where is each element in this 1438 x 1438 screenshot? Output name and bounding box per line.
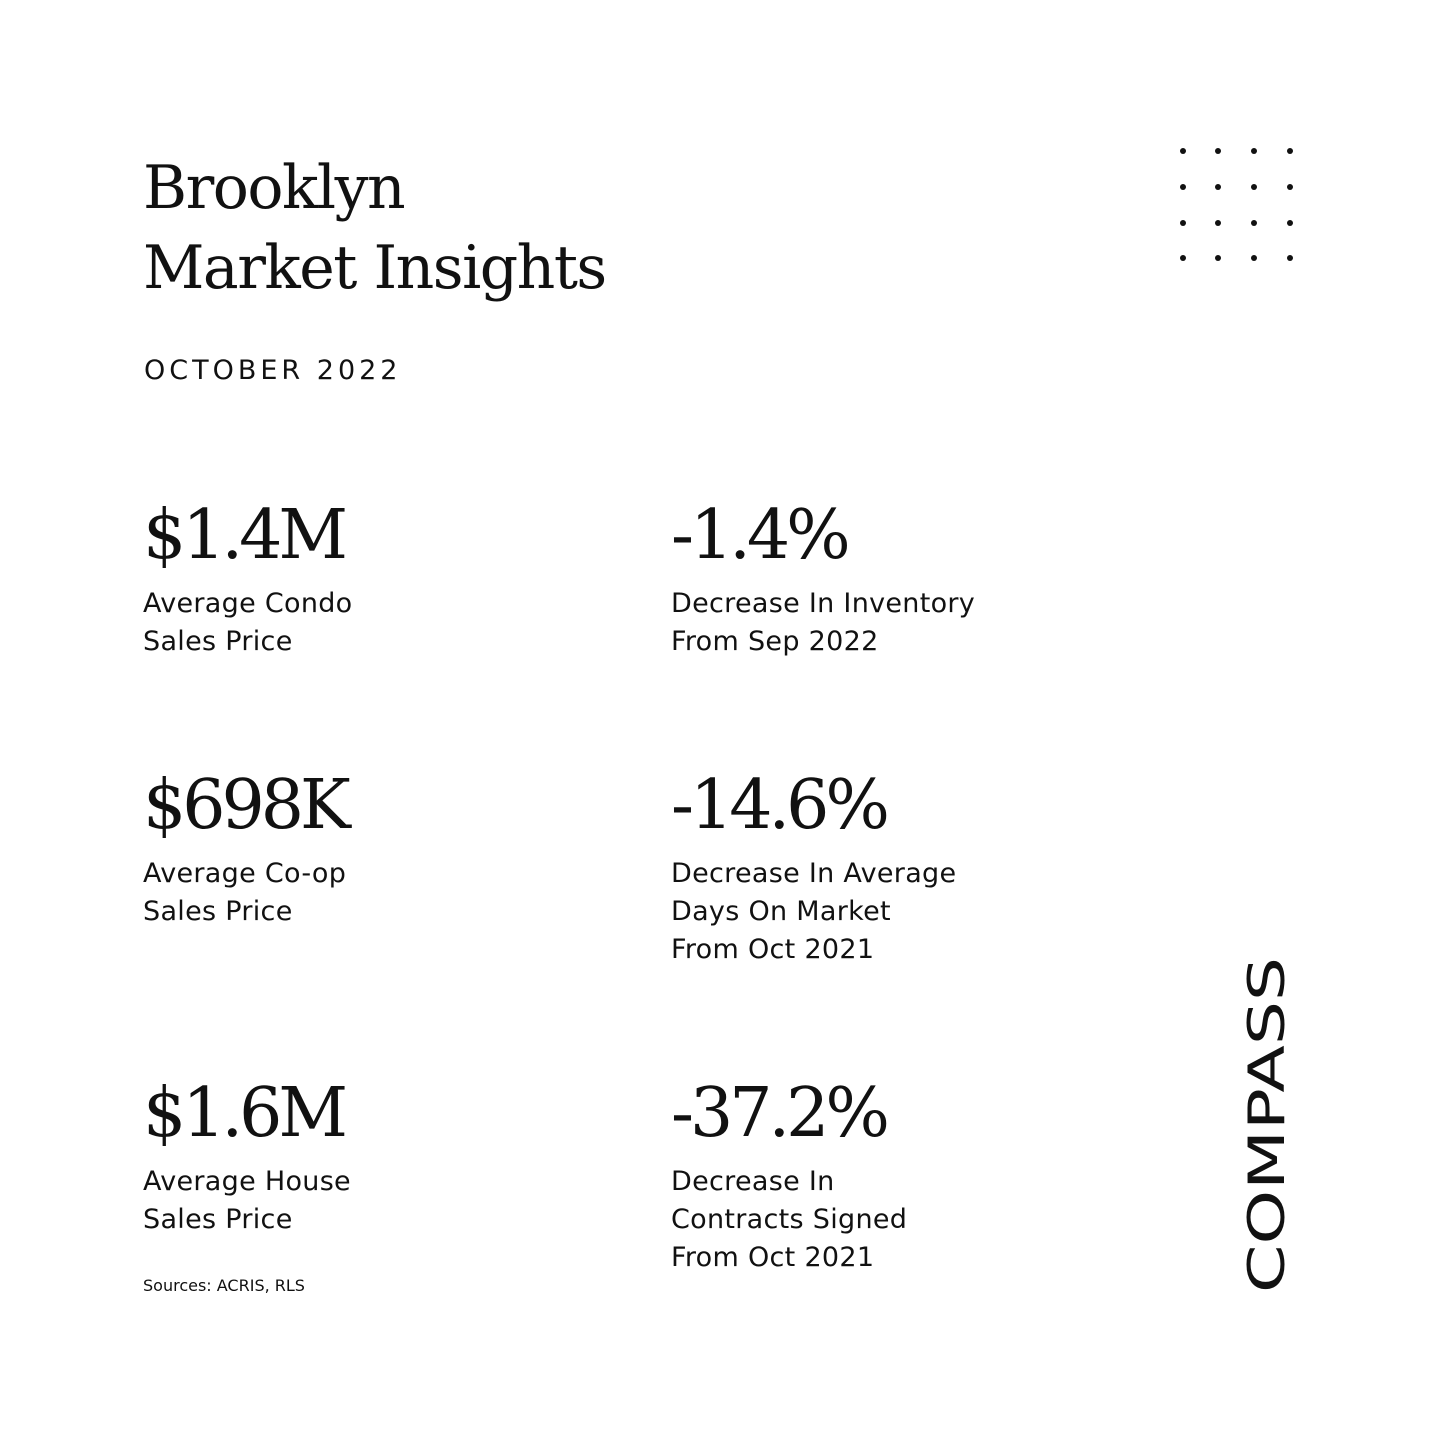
- stat-avg-coop-price: [143, 766, 347, 931]
- stat-desc-line: From Sep 2022: [671, 626, 879, 657]
- stat-desc-line: Decrease In: [671, 1166, 835, 1197]
- stat-contracts-signed-change: [671, 1074, 907, 1277]
- stat-desc-line: Contracts Signed: [671, 1204, 908, 1235]
- stat-desc-line: Sales Price: [143, 896, 293, 927]
- stat-description: [671, 585, 975, 661]
- stat-value: -14.6%: [671, 766, 886, 845]
- stat-desc-line: Average House: [143, 1166, 351, 1197]
- stat-value: $698K: [143, 766, 347, 845]
- stat-desc-line: Average Condo: [143, 588, 353, 619]
- page-title: [143, 148, 606, 308]
- stat-desc-line: Decrease In Average: [671, 858, 957, 889]
- stat-desc-line: Average Co-op: [143, 858, 347, 889]
- title-line-1: Brooklyn: [143, 153, 405, 223]
- dot-grid-icon: [1176, 144, 1296, 264]
- stat-avg-condo-price: [143, 496, 353, 661]
- stat-description: [671, 1163, 907, 1277]
- compass-logo: [1238, 956, 1296, 1294]
- stat-desc-line: From Oct 2021: [671, 1242, 875, 1273]
- stat-value: -37.2%: [671, 1074, 886, 1153]
- stat-description: [143, 855, 347, 931]
- sources-note: Sources: ACRIS, RLS: [143, 1276, 305, 1295]
- title-line-2: Market Insights: [143, 233, 606, 303]
- stat-avg-house-price: [143, 1074, 351, 1239]
- stat-days-on-market-change: [671, 766, 956, 969]
- logo-text: COMPASS: [1238, 1050, 1296, 1293]
- report-date: OCTOBER 2022: [144, 355, 402, 386]
- stat-description: [671, 855, 956, 969]
- stat-desc-line: From Oct 2021: [671, 934, 875, 965]
- stat-desc-line: Sales Price: [143, 626, 293, 657]
- stat-description: [143, 585, 353, 661]
- stat-description: [143, 1163, 351, 1239]
- stat-inventory-change: [671, 496, 975, 661]
- stat-desc-line: Sales Price: [143, 1204, 293, 1235]
- stat-value: -1.4%: [671, 496, 847, 575]
- stat-value: $1.6M: [143, 1074, 345, 1153]
- stat-value: $1.4M: [143, 496, 345, 575]
- stat-desc-line: Days On Market: [671, 896, 891, 927]
- stat-desc-line: Decrease In Inventory: [671, 588, 976, 619]
